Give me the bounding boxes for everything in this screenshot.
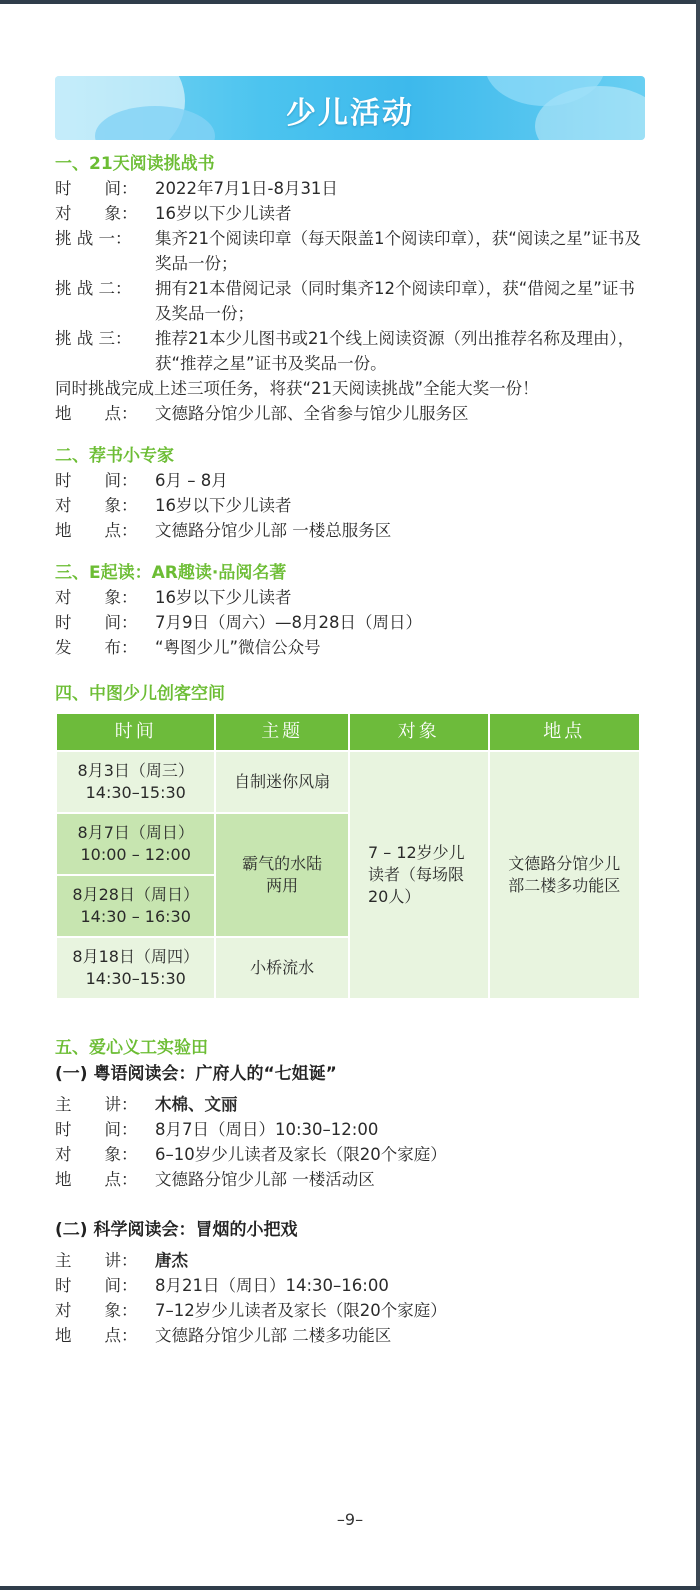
row-label: 对 象：: [55, 1301, 138, 1320]
session-time: 10:00 – 12:00: [80, 845, 191, 864]
row-label: 发 布：: [55, 638, 138, 657]
page-right-border: [696, 0, 700, 1590]
row-label: 地 点：: [55, 404, 138, 423]
topic-cell: 小桥流水: [215, 937, 349, 999]
section-title: 一、21天阅读挑战书: [55, 154, 215, 174]
session-date: 8月7日（周日）: [77, 823, 194, 842]
row-value: 16岁以下少儿读者: [155, 496, 292, 515]
row-label: 地 点：: [55, 1326, 138, 1345]
info-row: [55, 1167, 645, 1192]
session-time: 14:30–15:30: [85, 783, 186, 802]
row-value: 推荐21本少儿图书或21个线上阅读资源（列出推荐名称及理由），获“推荐之星”证书及奖品一份。: [155, 329, 635, 373]
info-row: [55, 1323, 645, 1348]
row-label: 主 讲：: [55, 1251, 138, 1270]
row-value: 8月7日（周日）10:30–12:00: [155, 1120, 379, 1139]
time-cell: [56, 875, 215, 937]
info-row: [55, 493, 645, 518]
row-label: 时 间：: [55, 179, 138, 198]
session-time: 14:30–15:30: [85, 969, 186, 988]
row-value: 文德路分馆少儿部 一楼总服务区: [155, 521, 392, 540]
row-value: 6月 – 8月: [155, 471, 228, 490]
session-date: 8月28日（周日）: [72, 885, 199, 904]
row-label: 对 象：: [55, 204, 138, 223]
row-label: 地 点：: [55, 1170, 138, 1189]
info-row: [55, 610, 645, 635]
info-row: [55, 326, 645, 376]
row-label: 对 象：: [55, 496, 138, 515]
table-row: [56, 751, 640, 813]
section-title: 五、爱心义工实验田: [55, 1038, 208, 1058]
row-value: 2022年7月1日-8月31日: [155, 179, 338, 198]
section-title: 二、荐书小专家: [55, 446, 174, 466]
row-label: 地 点：: [55, 521, 138, 540]
section-maker-space: [55, 682, 645, 1000]
info-row: [55, 468, 645, 493]
speaker-name: 木棉、文丽: [155, 1095, 238, 1114]
row-value: 16岁以下少儿读者: [155, 588, 292, 607]
row-label: 时 间：: [55, 471, 138, 490]
subsection-title: (一) 粤语阅读会：广府人的“七姐诞”: [55, 1064, 337, 1084]
page-number: –9–: [336, 1510, 364, 1529]
time-cell: [56, 937, 215, 999]
session-time: 14:30 – 16:30: [80, 907, 191, 926]
section-volunteer: [55, 1036, 645, 1348]
audience-cell: 7 – 12岁少儿读者（每场限20人）: [349, 751, 489, 999]
row-value: 集齐21个阅读印章（每天限盖1个阅读印章），获“阅读之星”证书及奖品一份；: [155, 229, 641, 273]
row-value: 8月21日（周日）14:30–16:00: [155, 1276, 389, 1295]
row-value: 文德路分馆少儿部 一楼活动区: [155, 1170, 375, 1189]
time-cell: [56, 751, 215, 813]
column-header: 主题: [215, 713, 349, 751]
info-row: [55, 585, 645, 610]
place-cell: 文德路分馆少儿部二楼多功能区: [489, 751, 640, 999]
topic-cell: 自制迷你风扇: [215, 751, 349, 813]
time-cell: [56, 813, 215, 875]
row-label: 对 象：: [55, 1145, 138, 1164]
info-row: [55, 635, 645, 660]
row-value: 拥有21本借阅记录（同时集齐12个阅读印章），获“借阅之星”证书及奖品一份；: [155, 279, 635, 323]
section-reading-challenge: [55, 152, 645, 426]
row-value: 16岁以下少儿读者: [155, 204, 292, 223]
row-value: 文德路分馆少儿部 二楼多功能区: [155, 1326, 392, 1345]
row-label: 时 间：: [55, 1276, 138, 1295]
info-row: [55, 276, 645, 326]
row-value: 文德路分馆少儿部、全省参与馆少儿服务区: [155, 404, 469, 423]
schedule-table: [55, 712, 641, 1000]
topic-cell: 霸气的水陆两用: [215, 813, 349, 937]
row-label: 挑 战 三：: [55, 329, 132, 348]
section-title: 三、E起读：AR趣读·品阅名著: [55, 563, 287, 583]
info-row: [55, 1273, 645, 1298]
info-row: [55, 226, 645, 276]
info-row: [55, 1092, 645, 1117]
main-content: [55, 152, 645, 1348]
column-header: 时间: [56, 713, 215, 751]
page-top-border: [0, 0, 700, 4]
info-row: [55, 1298, 645, 1323]
column-header: 地点: [489, 713, 640, 751]
table-header-row: [56, 713, 640, 751]
row-label: 挑 战 一：: [55, 229, 132, 248]
info-row: [55, 401, 645, 426]
session-date: 8月3日（周三）: [77, 761, 194, 780]
page-bottom-border: [0, 1586, 700, 1590]
section-book-expert: [55, 444, 645, 543]
banner-title: 少儿活动: [286, 96, 414, 131]
info-row: [55, 1117, 645, 1142]
row-label: 主 讲：: [55, 1095, 138, 1114]
row-label: 对 象：: [55, 588, 138, 607]
row-label: 时 间：: [55, 613, 138, 632]
challenge-note: 同时挑战完成上述三项任务，将获“21天阅读挑战”全能大奖一份！: [55, 379, 539, 398]
info-row: [55, 1142, 645, 1167]
row-value: 7–12岁少儿读者及家长（限20个家庭）: [155, 1301, 447, 1320]
info-row: [55, 518, 645, 543]
row-value: 6–10岁少儿读者及家长（限20个家庭）: [155, 1145, 447, 1164]
section-ar-reading: [55, 561, 645, 660]
row-value: 7月9日（周六）—8月28日（周日）: [155, 613, 422, 632]
section-title: 四、中图少儿创客空间: [55, 684, 225, 704]
info-row: [55, 1248, 645, 1273]
info-row: [55, 176, 645, 201]
row-label: 时 间：: [55, 1120, 138, 1139]
speaker-name: 唐杰: [155, 1251, 188, 1270]
subsection-title: (二) 科学阅读会：冒烟的小把戏: [55, 1220, 298, 1240]
section-banner: [55, 76, 645, 140]
column-header: 对象: [349, 713, 489, 751]
session-date: 8月18日（周四）: [72, 947, 199, 966]
row-label: 挑 战 二：: [55, 279, 132, 298]
info-row: [55, 201, 645, 226]
row-value: “粤图少儿”微信公众号: [155, 638, 321, 657]
